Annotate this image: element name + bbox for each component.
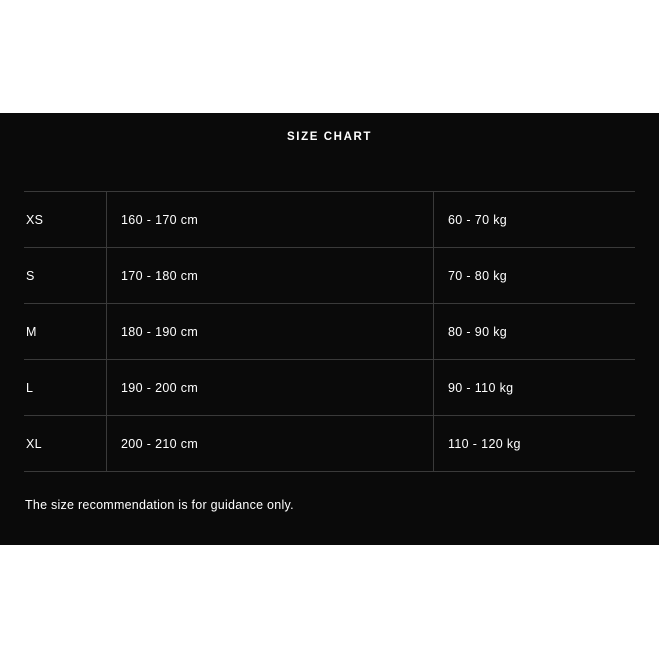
- cell-weight: 90 - 110 kg: [434, 360, 636, 416]
- size-chart-title: SIZE CHART: [287, 131, 372, 143]
- cell-size: XS: [24, 192, 107, 248]
- cell-size: S: [24, 248, 107, 304]
- cell-height: 200 - 210 cm: [107, 416, 434, 472]
- cell-weight: 60 - 70 kg: [434, 192, 636, 248]
- cell-weight: 110 - 120 kg: [434, 416, 636, 472]
- size-chart-table: [24, 191, 635, 472]
- table-row: [24, 304, 635, 360]
- cell-height: 160 - 170 cm: [107, 192, 434, 248]
- size-chart-table-body: [24, 192, 635, 472]
- cell-size: L: [24, 360, 107, 416]
- table-row: [24, 360, 635, 416]
- size-chart-panel: [0, 113, 659, 545]
- table-row: [24, 192, 635, 248]
- size-chart-table-wrapper: [0, 191, 659, 472]
- cell-weight: 70 - 80 kg: [434, 248, 636, 304]
- size-chart-note: The size recommendation is for guidance only.: [25, 498, 294, 512]
- cell-height: 180 - 190 cm: [107, 304, 434, 360]
- cell-size: M: [24, 304, 107, 360]
- cell-size: XL: [24, 416, 107, 472]
- cell-height: 170 - 180 cm: [107, 248, 434, 304]
- table-row: [24, 416, 635, 472]
- cell-weight: 80 - 90 kg: [434, 304, 636, 360]
- cell-height: 190 - 200 cm: [107, 360, 434, 416]
- table-row: [24, 248, 635, 304]
